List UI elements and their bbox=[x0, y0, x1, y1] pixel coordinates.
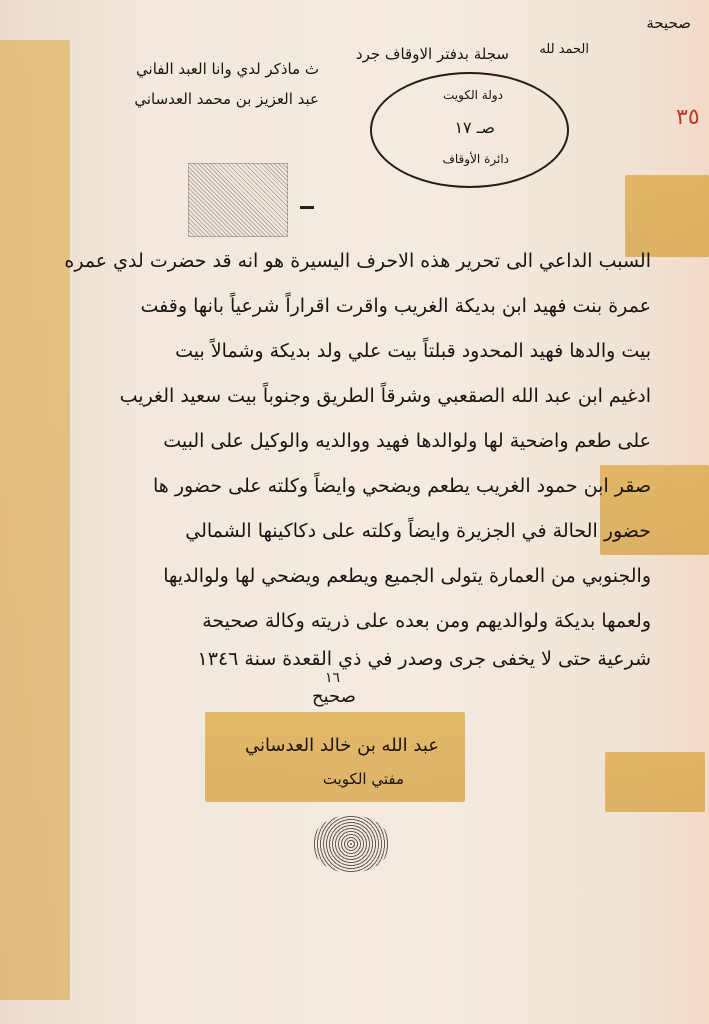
left-header-line-1: ث ماذكر لدي وانا العبد الفاني bbox=[136, 60, 319, 78]
red-page-mark: ٣٥ bbox=[676, 105, 700, 130]
signature-line-1: عبد الله بن خالد العدساني bbox=[244, 735, 439, 756]
body-line-3: بيت والدها فهيد المحدود قبلتاً بيت علي ولد بديكة وشمالاً بيت bbox=[175, 340, 651, 362]
stamp-inner-bottom: دائرة الأوقاف bbox=[442, 152, 509, 166]
body-line-1: السبب الداعي الى تحرير هذه الاحرف اليسيرة هو انه قد حضرت لدي عمره bbox=[64, 250, 651, 272]
stamp-inner-top: دولة الكويت bbox=[443, 88, 503, 102]
body-line-9: ولعمها بديكة ولوالديهم ومن بعده على ذريته وكالة صحيحة bbox=[202, 610, 651, 632]
body-line-7: حضور الحالة في الجزيرة وايضاً وكلته على دكاكينها الشمالي bbox=[185, 520, 651, 542]
body-line-6: صقر ابن حمود الغريب يطعم ويضحي وايضاً وكلته على حضور ها bbox=[153, 475, 651, 497]
body-line-5: على طعم واضحية لها ولوالدها فهيد ووالديه والوكيل على البيت bbox=[163, 430, 651, 452]
tape-right-top bbox=[625, 175, 709, 257]
tape-signature bbox=[205, 712, 465, 802]
round-seal bbox=[312, 815, 390, 873]
tape-left-column bbox=[0, 40, 70, 1000]
stamp-caption: سجلة بدفتر الاوقاف جرد bbox=[355, 45, 509, 63]
stamp-inner-mid: صـ ١٧ bbox=[454, 118, 495, 137]
signature-line-2: مفتي الكويت bbox=[322, 770, 404, 788]
faded-seal-impression bbox=[188, 163, 288, 237]
tape-right-bottom bbox=[605, 752, 705, 812]
body-line-10: شرعية حتى لا يخفى جرى وصدر في ذي القعدة سنة ١٣٤٦ bbox=[197, 648, 651, 670]
body-line-8: والجنوبي من العمارة يتولى الجميع ويطعم ويضحي لها ولوالديها bbox=[163, 565, 651, 587]
date-numeral: ١٦ bbox=[325, 670, 341, 686]
top-right-line: الحمد لله bbox=[539, 42, 589, 57]
ink-dash bbox=[300, 206, 314, 209]
left-header-line-2: عبد العزيز بن محمد العدساني bbox=[134, 90, 319, 108]
body-line-2: عمرة بنت فهيد ابن بديكة الغريب واقرت اقراراً شرعياً بانها وقفت bbox=[140, 295, 651, 317]
top-right-note: صحيحة bbox=[646, 14, 691, 32]
body-line-4: ادغيم ابن عبد الله الصقعبي وشرقاً الطريق وجنوباً بيت سعيد الغريب bbox=[119, 385, 651, 407]
sahih-mark: صحيح bbox=[312, 686, 356, 707]
waqf-office-stamp bbox=[370, 72, 569, 188]
